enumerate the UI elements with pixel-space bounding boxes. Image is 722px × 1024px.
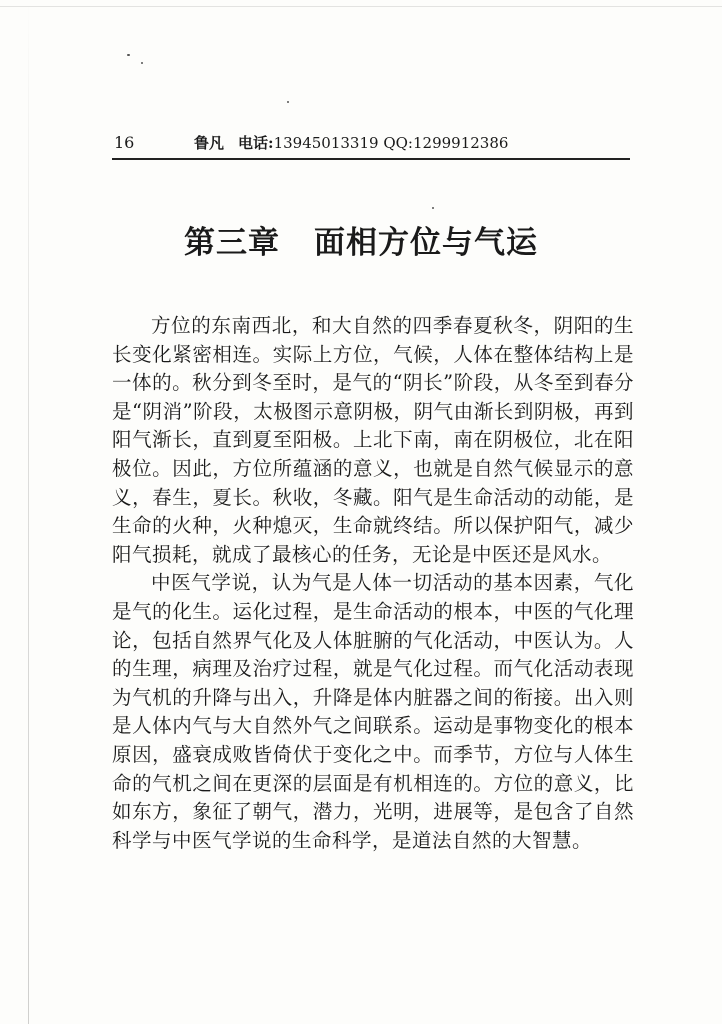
chapter-title [0,222,722,264]
phone-number: 13945013319 [273,134,379,152]
page-number: 16 [114,133,135,152]
qq-label: QQ: [383,134,413,152]
paragraph: 中医气学说，认为气是人体一切活动的基本因素，气化是气的化生。运化过程，是生命活动的根本，中医的气化理论，包括自然界气化及人体脏腑的气化活动，中医认为。人的生理，病理及治疗过程，就是气化过程。而气化活动表现为气机的升降与出入，升降是体内脏器之间的衔接。出入则是人体内气与大自然外气之间联系。运动是事物变化的根本原因，盛衰成败皆倚伏于变化之中。而季节，方位与人体生命的气机之间在更深的层面是有机相连的。方位的意义，比如东方，象征了朝气，潜力，光明，进展等，是包含了自然科学与中医气学说的生命科学，是道法自然的大智慧。 [112,571,634,852]
scan-speck [432,207,434,209]
chapter-number: 第三章 [184,225,280,261]
scan-edge-left [28,0,29,1024]
qq-number: 1299912386 [412,134,509,152]
scan-speck [127,54,130,56]
running-head [112,132,630,160]
scan-speck [287,101,289,103]
body-text [112,312,634,855]
scan-speck [141,62,143,64]
scan-edge-top [0,6,722,7]
author-name: 鲁凡 [194,134,225,152]
paragraph: 方位的东南西北，和大自然的四季春夏秋冬，阴阳的生长变化紧密相连。实际上方位，气候，人体在整体结构上是一体的。秋分到冬至时，是气的“阴长”阶段，从冬至到春分是“阴消”阶段，太极图示意阴极，阴气由渐长到阴极，再到阳气渐长，直到夏至阳极。上北下南，南在阴极位，北在阳极位。因此，方位所蕴涵的意义，也就是自然气候显示的意义，春生，夏长。秋收，冬藏。阳气是生命活动的动能，是生命的火种，火种熄灭，生命就终结。所以保护阳气，减少阳气损耗，就成了最核心的任务，无论是中医还是风水。 [112,314,634,566]
chapter-name: 面相方位与气运 [314,225,538,261]
running-head-text [194,132,508,154]
phone-label: 电话: [238,134,274,152]
